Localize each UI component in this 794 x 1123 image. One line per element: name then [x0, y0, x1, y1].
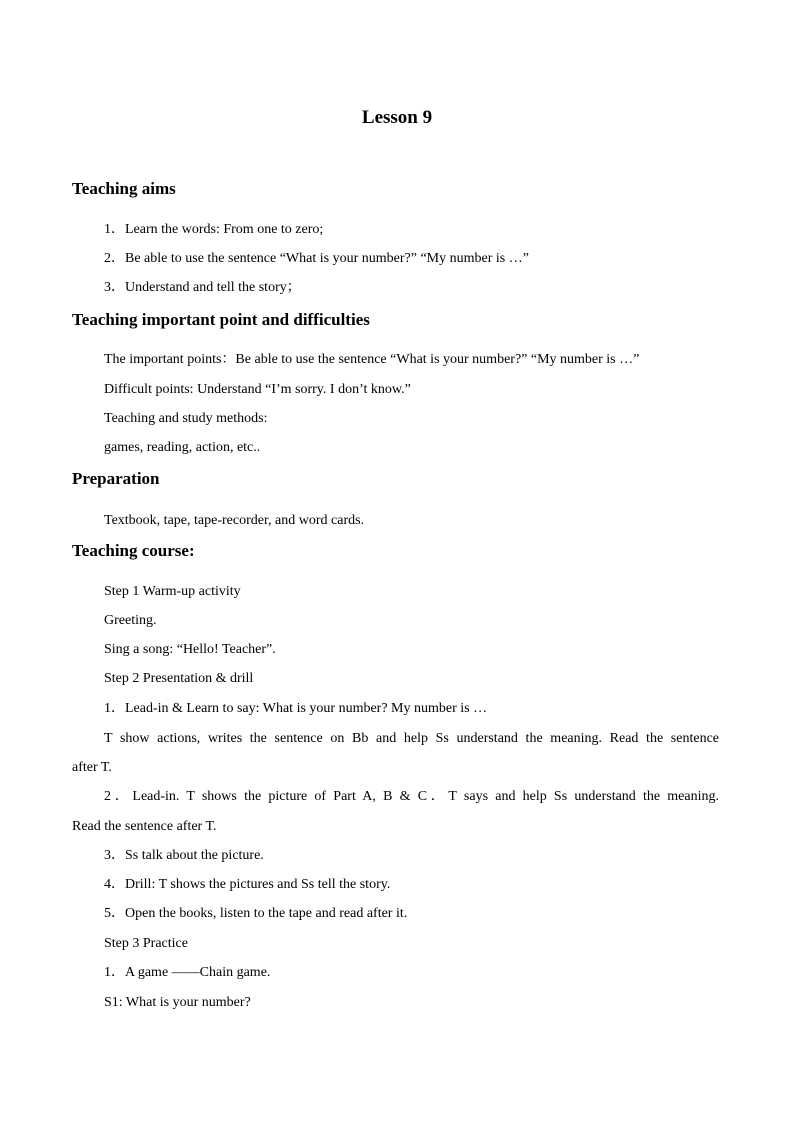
course-line-s1: S1: What is your number? [104, 995, 251, 1010]
course-step-3: Step 3 Practice [104, 936, 188, 951]
aim-item-1: 1．Learn the words: From one to zero; [104, 222, 324, 237]
course-line-song: Sing a song: “Hello! Teacher”. [104, 642, 276, 657]
aim-item-2: 2．Be able to use the sentence “What is your number?” “My number is …” [104, 251, 529, 266]
heading-important-points: Teaching important point and difficulties [72, 310, 370, 329]
course-item-2-2-line-1: 2．Lead-in. T shows the picture of Part A, B & C．T says and help Ss understand the meaning. [104, 789, 719, 804]
course-item-2-1: 1．Lead-in & Learn to say: What is your number? My number is … [104, 701, 488, 716]
course-step-1: Step 1 Warm-up activity [104, 584, 241, 599]
heading-teaching-course: Teaching course: [72, 541, 195, 560]
course-line-greeting: Greeting. [104, 613, 157, 628]
preparation-line: Textbook, tape, tape-recorder, and word cards. [104, 513, 365, 528]
difficult-points-line: Difficult points: Understand “I’m sorry. I don’t know.” [104, 382, 411, 397]
methods-list-line: games, reading, action, etc.. [104, 440, 261, 455]
course-para-1-line-1: T show actions, writes the sentence on Bb and help Ss understand the meaning. Read the sentence [104, 731, 719, 746]
course-item-3-1: 1．A game ——Chain game. [104, 965, 271, 980]
course-item-2-4: 4．Drill: T shows the pictures and Ss tell the story. [104, 877, 391, 892]
course-item-2-2-line-2: Read the sentence after T. [72, 819, 217, 834]
course-step-2: Step 2 Presentation & drill [104, 671, 254, 686]
important-points-line: The important points：Be able to use the sentence “What is your number?” “My number is …” [104, 352, 640, 367]
heading-preparation: Preparation [72, 469, 160, 488]
heading-teaching-aims: Teaching aims [72, 179, 176, 198]
methods-label-line: Teaching and study methods: [104, 411, 268, 426]
page-title: Lesson 9 [361, 107, 433, 128]
course-item-2-5: 5．Open the books, listen to the tape and read after it. [104, 906, 408, 921]
aim-item-3: 3．Understand and tell the story； [104, 280, 301, 295]
course-para-1-line-2: after T. [72, 760, 112, 775]
course-item-2-3: 3．Ss talk about the picture. [104, 848, 264, 863]
